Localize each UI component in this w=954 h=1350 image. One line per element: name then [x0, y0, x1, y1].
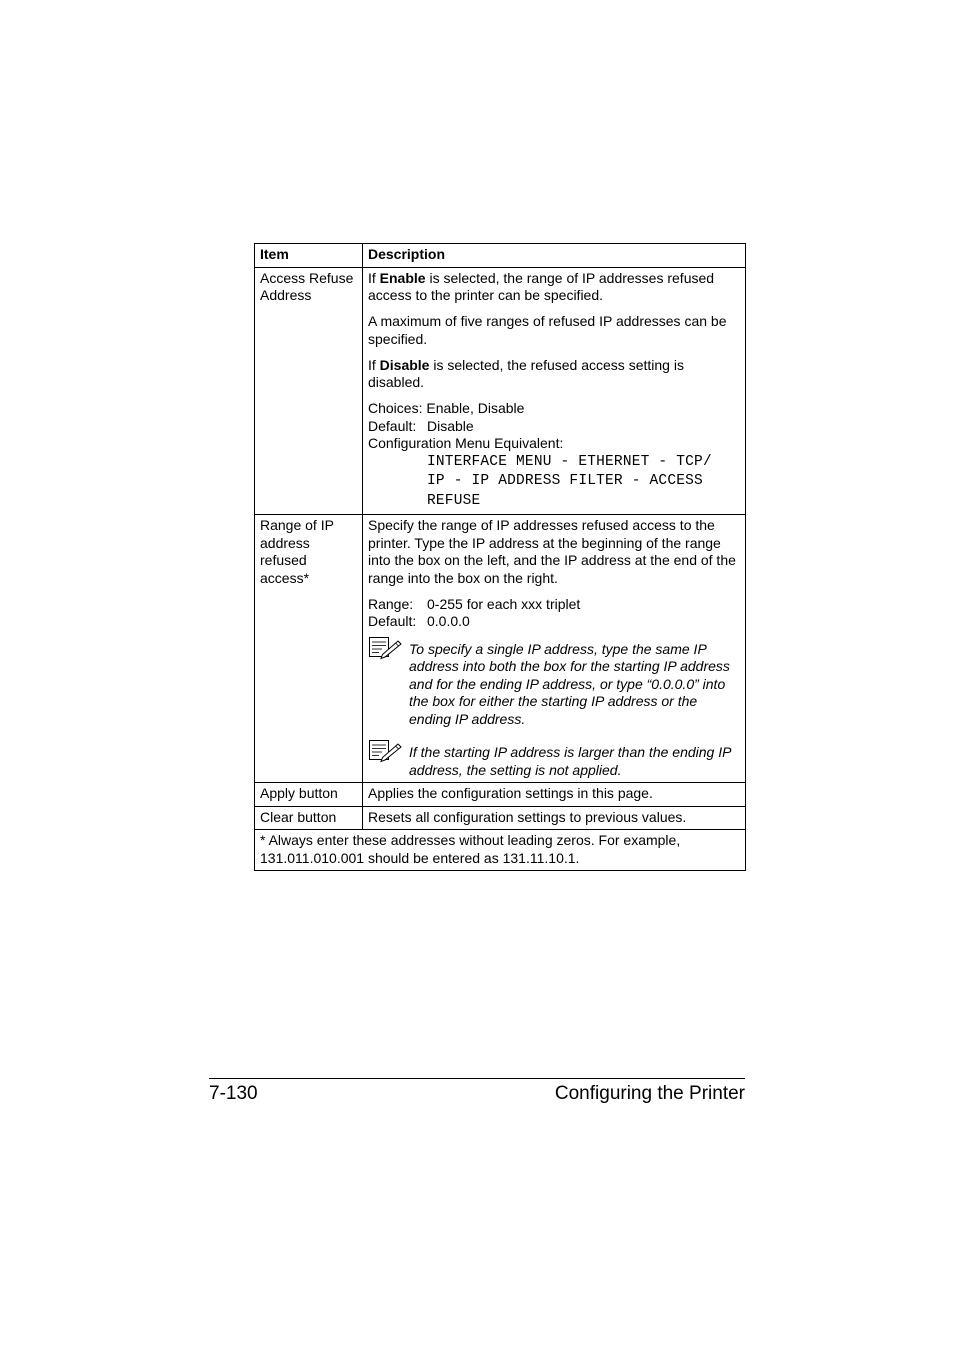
table-row	[255, 783, 746, 807]
description-apply-button: Applies the configuration settings in this page.	[363, 783, 746, 807]
config-path-line: INTERFACE MENU - ETHERNET - TCP/	[427, 453, 712, 470]
config-label: Configuration Menu Equivalent:	[368, 435, 564, 451]
description-paragraph: Specify the range of IP addresses refused access to the printer. Type the IP address at the beginning of the range into the box on the left, and the IP address at the end of the range into the box on the right.	[368, 517, 736, 586]
note-text: To specify a single IP address, type the same IP address into both the box for the starting IP address and for the ending IP address, or type “0.0.0.0” into the box for either the starting IP address or the ending IP address.	[409, 640, 730, 727]
config-path-line: REFUSE	[427, 492, 481, 509]
table-header-row	[255, 244, 746, 268]
description-clear-button: Resets all configuration settings to previous values.	[363, 806, 746, 830]
config-menu-path	[368, 453, 741, 512]
description-paragraph: A maximum of five ranges of refused IP addresses can be specified.	[368, 313, 727, 347]
config-path-line: IP - IP ADDRESS FILTER - ACCESS	[427, 473, 703, 489]
header-description: Description	[363, 244, 746, 268]
table-footnote: * Always enter these addresses without leading zeros. For example, 131.011.010.001 should be entered as 131.11.10.1.	[255, 830, 746, 871]
text: is selected, the refused access setting is disabled.	[368, 356, 684, 390]
note-pencil-icon	[368, 739, 409, 765]
note	[368, 641, 741, 729]
description-paragraph	[368, 357, 741, 392]
settings-block	[368, 596, 741, 631]
header-item: Item	[255, 244, 363, 268]
text: If	[368, 356, 380, 373]
table-row	[255, 806, 746, 830]
description-paragraph	[368, 270, 741, 305]
footer-divider	[209, 1078, 745, 1079]
footnote-row	[255, 830, 746, 871]
settings-block	[368, 400, 741, 511]
item-access-refuse-address: Access Refuse Address	[255, 267, 363, 515]
page-number: 7-130	[209, 1083, 258, 1104]
text: If	[368, 269, 380, 286]
default-value: 0.0.0.0	[427, 613, 470, 629]
default-value: Disable	[427, 417, 474, 434]
default-label: Default:	[368, 613, 417, 629]
text: is selected, the range of IP addresses refused access to the printer can be specified.	[368, 269, 715, 303]
range-value: 0-255 for each xxx triplet	[427, 595, 581, 612]
settings-table	[254, 243, 746, 871]
item-clear-button: Clear button	[255, 806, 363, 830]
enable-keyword: Enable	[379, 269, 426, 286]
default-line	[368, 418, 741, 436]
disable-keyword: Disable	[379, 356, 430, 373]
note	[368, 744, 741, 779]
table-row	[255, 267, 746, 515]
table-row	[255, 515, 746, 783]
default-label: Default:	[368, 417, 417, 434]
description-access-refuse-address	[363, 267, 746, 515]
note-pencil-icon	[368, 636, 409, 662]
default-line	[368, 613, 741, 631]
description-range-of-ip	[363, 515, 746, 783]
chapter-title: Configuring the Printer	[554, 1083, 745, 1104]
range-line	[368, 596, 741, 614]
note-text: If the starting IP address is larger than the ending IP address, the setting is not applied.	[409, 744, 731, 778]
range-label: Range:	[368, 595, 414, 612]
choices-line: Choices: Enable, Disable	[368, 400, 525, 416]
item-apply-button: Apply button	[255, 783, 363, 807]
item-range-of-ip: Range of IP address refused access*	[255, 515, 363, 783]
